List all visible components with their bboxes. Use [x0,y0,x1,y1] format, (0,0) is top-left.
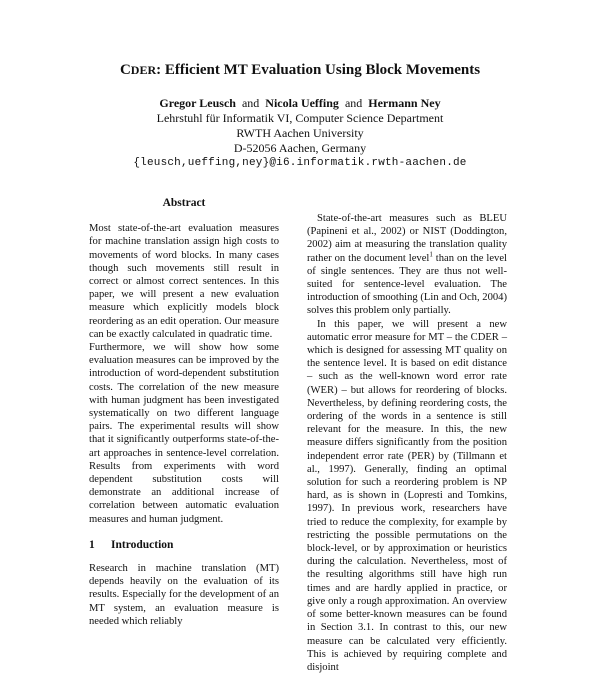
abstract-paragraph-1: Most state-of-the-art evaluation measures for machine translation assign high costs to movements of word blocks. In many cases though such movements still result in correct or almost correct sentences. In this paper, we will present a new evaluation measure which explicitly models block reordering as an edit operation. Our measure can be exactly calculated in quadratic time. [89,223,279,340]
left-column [89,197,279,628]
author-block [0,96,600,171]
author-3: Hermann Ney [368,96,441,110]
abstract-heading: Abstract [162,197,206,209]
intro-paragraph-1: Research in machine translation (MT) depends heavily on the evaluation of its results. Especially for the development of an MT system, an evaluation measure is needed which reliably [89,563,279,627]
right-paragraph-2: In this paper, we will present a new automatic error measure for MT – the CDER – which is designed for assessing MT quality on the sentence level. It is based on edit distance – such as the well-known word error rate (WER) – but allows for reordering of blocks. Nevertheless, by defining reordering costs, the ordering of the words in a sentence is still relevant for the measure. In this, the new measure differs significantly from the position independent error rate (PER) by (Tillmann et al., 1997). Generally, finding an optimal solution for such a reordering problem is NP hard, as is shown in (Lopresti and Tomkins, 1997). In previous work, researchers have tried to reduce the complexity, for example by restricting the possible permutations on the block-level, or by approximation or heuristics during the calculation. Nevertheless, most of the resulting algorithms still have high run times and are hardly applied in practice, or give only a rough approximation. An overview of some better-known measures can be found in Section 3.1. In contrast to this, our new measure can be calculated very efficiently. This is achieved by requiring complete and disjoint [307,318,507,673]
footnote-marker: 1 [429,250,433,259]
university: RWTH Aachen University [236,126,364,140]
right-paragraph-1-rest: than on the level of single sentences. They are thus not well-suited for sentence-level evaluation. The introduction of smoothing (Lin and Och, 2004) solves this problem only partially. [307,252,507,317]
author-and-1: and [241,96,260,110]
author-and-2: and [344,96,363,110]
paper-title [0,62,600,79]
address: D-52056 Aachen, Germany [233,141,367,155]
title-rest: : Efficient MT Evaluation Using Block Movements [156,62,481,78]
author-1: Gregor Leusch [159,96,236,110]
intro-section-number: 1 [89,538,95,551]
intro-section-title: Introduction [111,538,174,551]
right-paragraph-1-text: State-of-the-art measures such as BLEU (Papineni et al., 2002) or NIST (Doddington, 2002) aim at measuring the translation quality rather on the document level [307,213,507,264]
email-addresses: {leusch,ueffing,ney}@i6.informatik.rwth-aachen.de [133,157,467,169]
right-column [307,212,507,674]
title-prefix-c: C [119,62,131,78]
intro-heading [89,539,279,552]
author-2: Nicola Ueffing [265,96,339,110]
affiliation: Lehrstuhl für Informatik VI, Computer Science Department [156,111,444,125]
title-prefix-der: DER [130,63,157,77]
abstract-body [89,222,279,526]
right-paragraph-1 [307,212,507,318]
abstract-paragraph-2: Furthermore, we will show how some evaluation measures can be improved by the introduction of word-dependent substitution costs. The correlation of the new measure with human judgment has been investigated systematically on two different language pairs. The experimental results will show that it significantly outperforms state-of-the-art approaches in sentence-level correlation. Results from experiments with word dependent substitution costs will demonstrate an additional increase of correlation between automatic evaluation measures and human judgment. [89,342,279,525]
author-names [0,96,600,111]
